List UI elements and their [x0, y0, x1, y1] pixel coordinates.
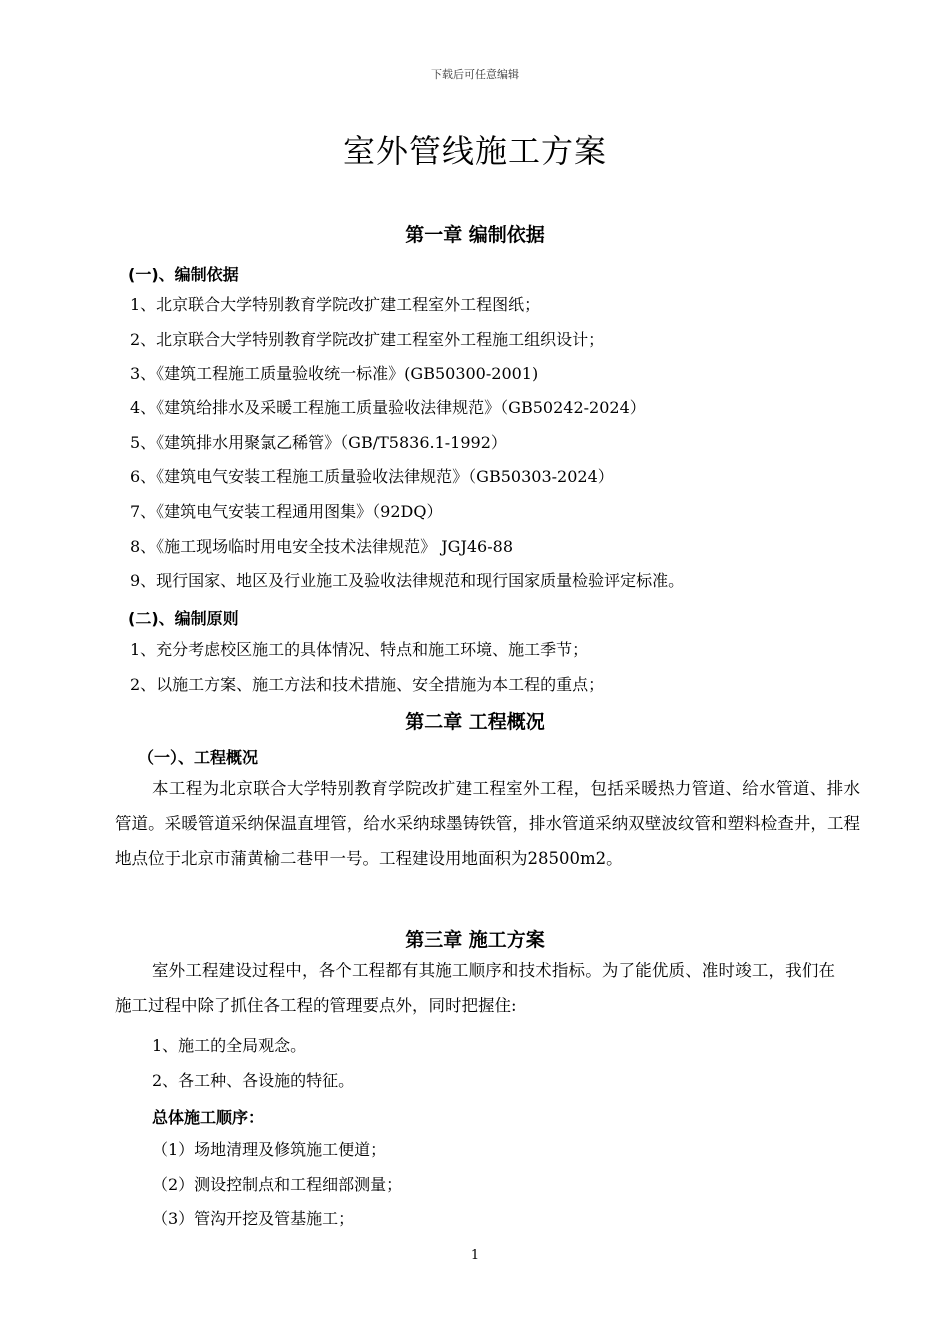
basis-item-8: 8、《施工现场临时用电安全技术法律规范》 JGJ46-88 [130, 537, 514, 556]
plan-point-2: 2、各工种、各设施的特征。 [152, 1071, 355, 1090]
basis-item-9: 9、现行国家、地区及行业施工及验收法律规范和现行国家质量检验评定标准。 [130, 571, 685, 590]
chapter-1-heading: 第一章 编制依据 [405, 224, 545, 246]
basis-item-3: 3、《建筑工程施工质量验收统一标准》(GB50300-2001) [130, 364, 539, 383]
basis-item-1: 1、北京联合大学特别教育学院改扩建工程室外工程图纸； [130, 295, 541, 314]
sequence-step-3: （3）管沟开挖及管基施工； [152, 1209, 355, 1228]
principle-item-1: 1、充分考虑校区施工的具体情况、特点和施工环境、施工季节； [130, 640, 589, 659]
basis-item-6: 6、《建筑电气安装工程施工质量验收法律规范》（GB50303-2024） [130, 467, 614, 486]
basis-item-7: 7、《建筑电气安装工程通用图集》（92DQ） [130, 502, 443, 521]
project-overview-paragraph: 本工程为北京联合大学特别教育学院改扩建工程室外工程，包括采暖热力管道、给水管道、排水管道。采暖管道采纳保温直埋管，给水采纳球墨铸铁管，排水管道采纳双壁波纹管和塑料检查井，工程地点位于北京市蒲黄榆二巷甲一号。工程建设用地面积为28500m2。 [115, 779, 860, 868]
basis-item-5: 5、《建筑排水用聚氯乙稀管》（GB/T5836.1-1992） [130, 433, 507, 452]
chapter-2-section-1-heading: （一）、工程概况 [138, 748, 259, 767]
page-number: 1 [470, 1248, 480, 1263]
sequence-label: 总体施工顺序： [152, 1108, 265, 1127]
sequence-step-1: （1）场地清理及修筑施工便道； [152, 1140, 387, 1159]
construction-plan-paragraph: 室外工程建设过程中，各个工程都有其施工顺序和技术指标。为了能优质、准时竣工，我们在施工过程中除了抓住各工程的管理要点外，同时把握住: [115, 961, 835, 1015]
basis-item-2: 2、北京联合大学特别教育学院改扩建工程室外工程施工组织设计； [130, 330, 605, 349]
chapter-1-section-2-heading: (二)、编制原则 [128, 609, 239, 628]
basis-item-4: 4、《建筑给排水及采暖工程施工质量验收法律规范》（GB50242-2024） [130, 398, 646, 417]
chapter-2-heading: 第二章 工程概况 [405, 711, 545, 733]
plan-point-1: 1、施工的全局观念。 [152, 1036, 307, 1055]
chapter-3-heading: 第三章 施工方案 [405, 929, 545, 951]
principle-item-2: 2、以施工方案、施工方法和技术措施、安全措施为本工程的重点； [130, 675, 605, 694]
chapter-1-section-1-heading: (一)、编制依据 [128, 265, 239, 284]
header-note: 下载后可任意编辑 [431, 68, 519, 81]
sequence-step-2: （2）测设控制点和工程细部测量； [152, 1175, 403, 1194]
document-title: 室外管线施工方案 [342, 132, 607, 170]
